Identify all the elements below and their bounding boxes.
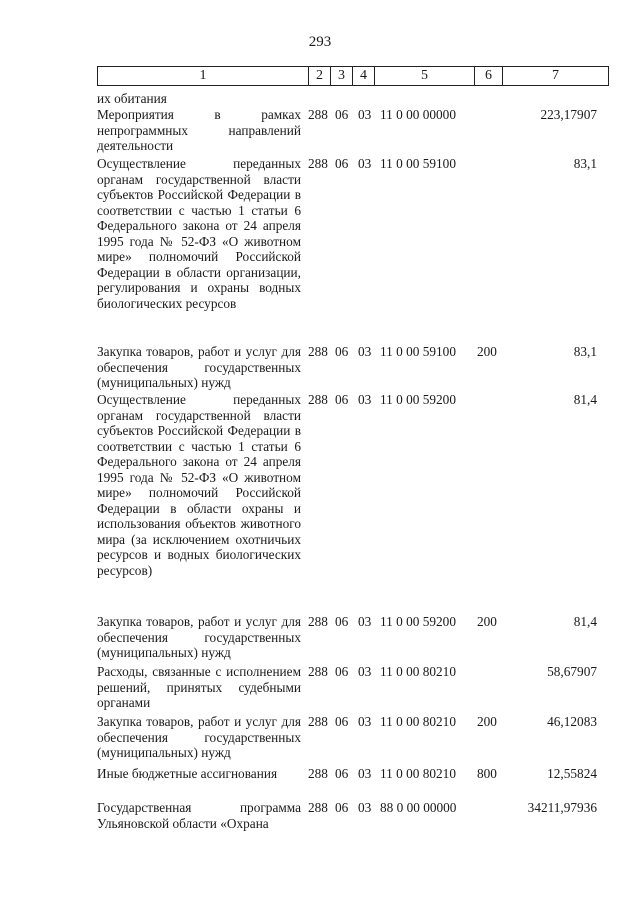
row-target-code: 11 0 00 80210	[380, 766, 456, 781]
row-description: Закупка товаров, работ и услуг для обеспечения государственных (муниципальных) нужд	[97, 344, 301, 390]
row-amount: 81,4	[573, 614, 597, 629]
row-target-code: 11 0 00 80210	[380, 664, 456, 679]
row-admin-code: 288	[308, 107, 328, 122]
row-expense-type: 200	[477, 344, 497, 359]
column-header-3: 3	[331, 67, 353, 85]
row-amount: 58,67907	[547, 664, 597, 679]
row-admin-code: 288	[308, 714, 328, 729]
row-amount: 223,17907	[540, 107, 597, 122]
row-description: Государственная программа Ульяновской области «Охрана	[97, 800, 301, 831]
row-description: Иные бюджетные ассигнования	[97, 766, 278, 781]
column-header-2: 2	[309, 67, 331, 85]
column-header-1: 1	[98, 67, 309, 85]
row-subsection-code: 03	[358, 800, 372, 815]
row-section-code: 06	[335, 344, 349, 359]
row-amount: 81,4	[573, 392, 597, 407]
row-admin-code: 288	[308, 392, 328, 407]
row-amount: 83,1	[573, 156, 597, 171]
row-section-code: 06	[335, 614, 349, 629]
row-description: Расходы, связанные с исполнением решений, принятых судебными органами	[97, 664, 301, 710]
row-description: Осуществление переданных органам государственной власти субъектов Российской Федерации в соответствии с частью 1 статьи 6 Федерального закона от 24 апреля 1995 года № 52-ФЗ «О животном мире» полномочий Российской Федерации в области организации, регулирования и охраны водных биологических ресурсов	[97, 156, 301, 311]
row-subsection-code: 03	[358, 614, 372, 629]
column-header-7: 7	[552, 68, 559, 83]
row-description: Закупка товаров, работ и услуг для обеспечения государственных (муниципальных) нужд	[97, 714, 301, 760]
row-target-code: 11 0 00 00000	[380, 107, 456, 122]
row-target-code: 11 0 00 59100	[380, 156, 456, 171]
row-amount: 34211,97936	[527, 800, 597, 815]
row-expense-type: 800	[477, 766, 497, 781]
row-subsection-code: 03	[358, 156, 372, 171]
row-admin-code: 288	[308, 344, 328, 359]
row-description: их обитания	[97, 91, 167, 106]
row-section-code: 06	[335, 766, 349, 781]
row-section-code: 06	[335, 714, 349, 729]
row-section-code: 06	[335, 156, 349, 171]
row-subsection-code: 03	[358, 766, 372, 781]
row-admin-code: 288	[308, 664, 328, 679]
row-amount: 12,55824	[547, 766, 597, 781]
row-target-code: 11 0 00 59100	[380, 344, 456, 359]
row-admin-code: 288	[308, 156, 328, 171]
row-section-code: 06	[335, 392, 349, 407]
column-header-5: 5	[375, 67, 475, 85]
row-admin-code: 288	[308, 766, 328, 781]
row-subsection-code: 03	[358, 664, 372, 679]
column-header-6: 6	[475, 67, 503, 85]
row-target-code: 88 0 00 00000	[380, 800, 457, 815]
row-subsection-code: 03	[358, 714, 372, 729]
row-section-code: 06	[335, 107, 349, 122]
row-expense-type: 200	[477, 714, 497, 729]
row-admin-code: 288	[308, 614, 328, 629]
table-header	[97, 66, 609, 86]
row-amount: 83,1	[573, 344, 597, 359]
row-target-code: 11 0 00 59200	[380, 392, 456, 407]
row-description: Осуществление переданных органам государственной власти субъектов Российской Федерации в соответствии с частью 1 статьи 6 Федерального закона от 24 апреля 1995 года № 52-ФЗ «О животном мире» полномочий Российской Федерации в области охраны и использования объектов животного мира (за исключением охотничьих ресурсов и водных биологических ресурсов)	[97, 392, 301, 578]
row-target-code: 11 0 00 80210	[380, 714, 456, 729]
page-number: 293	[308, 34, 332, 50]
row-section-code: 06	[335, 664, 349, 679]
row-amount: 46,12083	[547, 714, 597, 729]
row-expense-type: 200	[477, 614, 497, 629]
row-subsection-code: 03	[358, 344, 372, 359]
row-admin-code: 288	[308, 800, 328, 815]
row-subsection-code: 03	[358, 392, 372, 407]
row-target-code: 11 0 00 59200	[380, 614, 456, 629]
row-section-code: 06	[335, 800, 349, 815]
row-description: Мероприятия в рамках непрограммных направлений деятельности	[97, 107, 301, 153]
row-description: Закупка товаров, работ и услуг для обеспечения государственных (муниципальных) нужд	[97, 614, 301, 660]
column-header-4: 4	[353, 67, 375, 85]
row-subsection-code: 03	[358, 107, 372, 122]
